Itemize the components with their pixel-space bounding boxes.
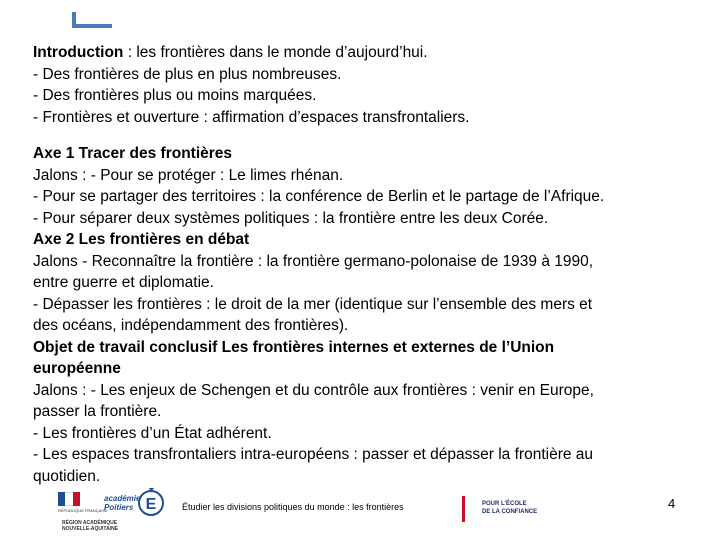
poitiers-word: Poitiers xyxy=(104,503,134,512)
intro-line: - Frontières et ouverture : affirmation d’espaces transfrontaliers. xyxy=(33,108,470,126)
page-number: 4 xyxy=(668,496,676,511)
academie-word: académie xyxy=(104,494,141,503)
objet-line: - Les espaces transfrontaliers intra-européens : passer et dépasser la frontière au xyxy=(33,446,594,463)
region-line: RÉGION ACADÉMIQUE xyxy=(62,520,118,526)
academie-poitiers-logo xyxy=(58,486,178,534)
introduction-title-rest: : les frontières dans le monde d’aujourd’hui. xyxy=(123,44,428,61)
region-academique-text xyxy=(62,520,118,532)
svg-text:E: E xyxy=(145,496,157,513)
intro-line: - Des frontières plus ou moins marquées. xyxy=(33,87,317,104)
axe2-heading: Axe 2 Les frontières en débat xyxy=(33,231,250,248)
program-body xyxy=(33,143,703,487)
academie-text xyxy=(104,494,140,512)
axe2-line: - Dépasser les frontières : le droit de la mer (identique sur l’ensemble des mers et xyxy=(33,295,593,313)
french-flag-icon xyxy=(58,492,80,506)
axe2-line: entre guerre et diplomatie. xyxy=(33,274,214,291)
objet-line: passer la frontière. xyxy=(33,403,162,420)
axe2-line: Jalons - Reconnaître la frontière : la frontière germano-polonaise de 1939 à 1990, xyxy=(33,252,594,270)
republique-francaise-text: RÉPUBLIQUE FRANÇAISE xyxy=(58,508,108,513)
academie-e-icon xyxy=(137,486,165,518)
introduction-title xyxy=(33,42,703,64)
axe2-line: des océans, indépendamment des frontières). xyxy=(33,317,349,334)
ecole-line: POUR L’ÉCOLE xyxy=(482,501,527,507)
objet-line: - Les frontières d’un État adhérent. xyxy=(33,424,272,442)
objet-line: Jalons : - Les enjeux de Schengen et du contrôle aux frontières : venir en Europe, xyxy=(33,381,594,399)
intro-line: - Des frontières de plus en plus nombreuses. xyxy=(33,65,342,83)
ecole-de-la-confiance-logo xyxy=(462,494,552,526)
footer-caption: Étudier les divisions politiques du monde : les frontières xyxy=(182,502,404,512)
axe1-heading: Axe 1 Tracer des frontières xyxy=(33,145,233,162)
corner-bracket-decoration xyxy=(72,12,112,28)
objet-heading: Objet de travail conclusif Les frontières internes et externes de l’Union xyxy=(33,338,555,356)
logo-red-bar xyxy=(462,496,465,522)
introduction-section xyxy=(33,42,703,128)
bracket-horizontal-bar xyxy=(72,24,112,28)
axe1-line: Jalons : - Pour se protéger : Le limes rhénan. xyxy=(33,166,344,184)
region-line: NOUVELLE-AQUITAINE xyxy=(62,526,119,532)
objet-heading-continuation: européenne xyxy=(33,360,121,377)
introduction-label: Introduction xyxy=(33,44,124,61)
axe1-line: - Pour séparer deux systèmes politiques : la frontière entre les deux Corée. xyxy=(33,209,549,227)
ecole-confiance-text xyxy=(482,500,537,516)
objet-line: quotidien. xyxy=(33,467,101,485)
confiance-line: DE LA CONFIANCE xyxy=(482,509,538,515)
axe1-line: - Pour se partager des territoires : la conférence de Berlin et le partage de l’Afrique. xyxy=(33,188,605,205)
